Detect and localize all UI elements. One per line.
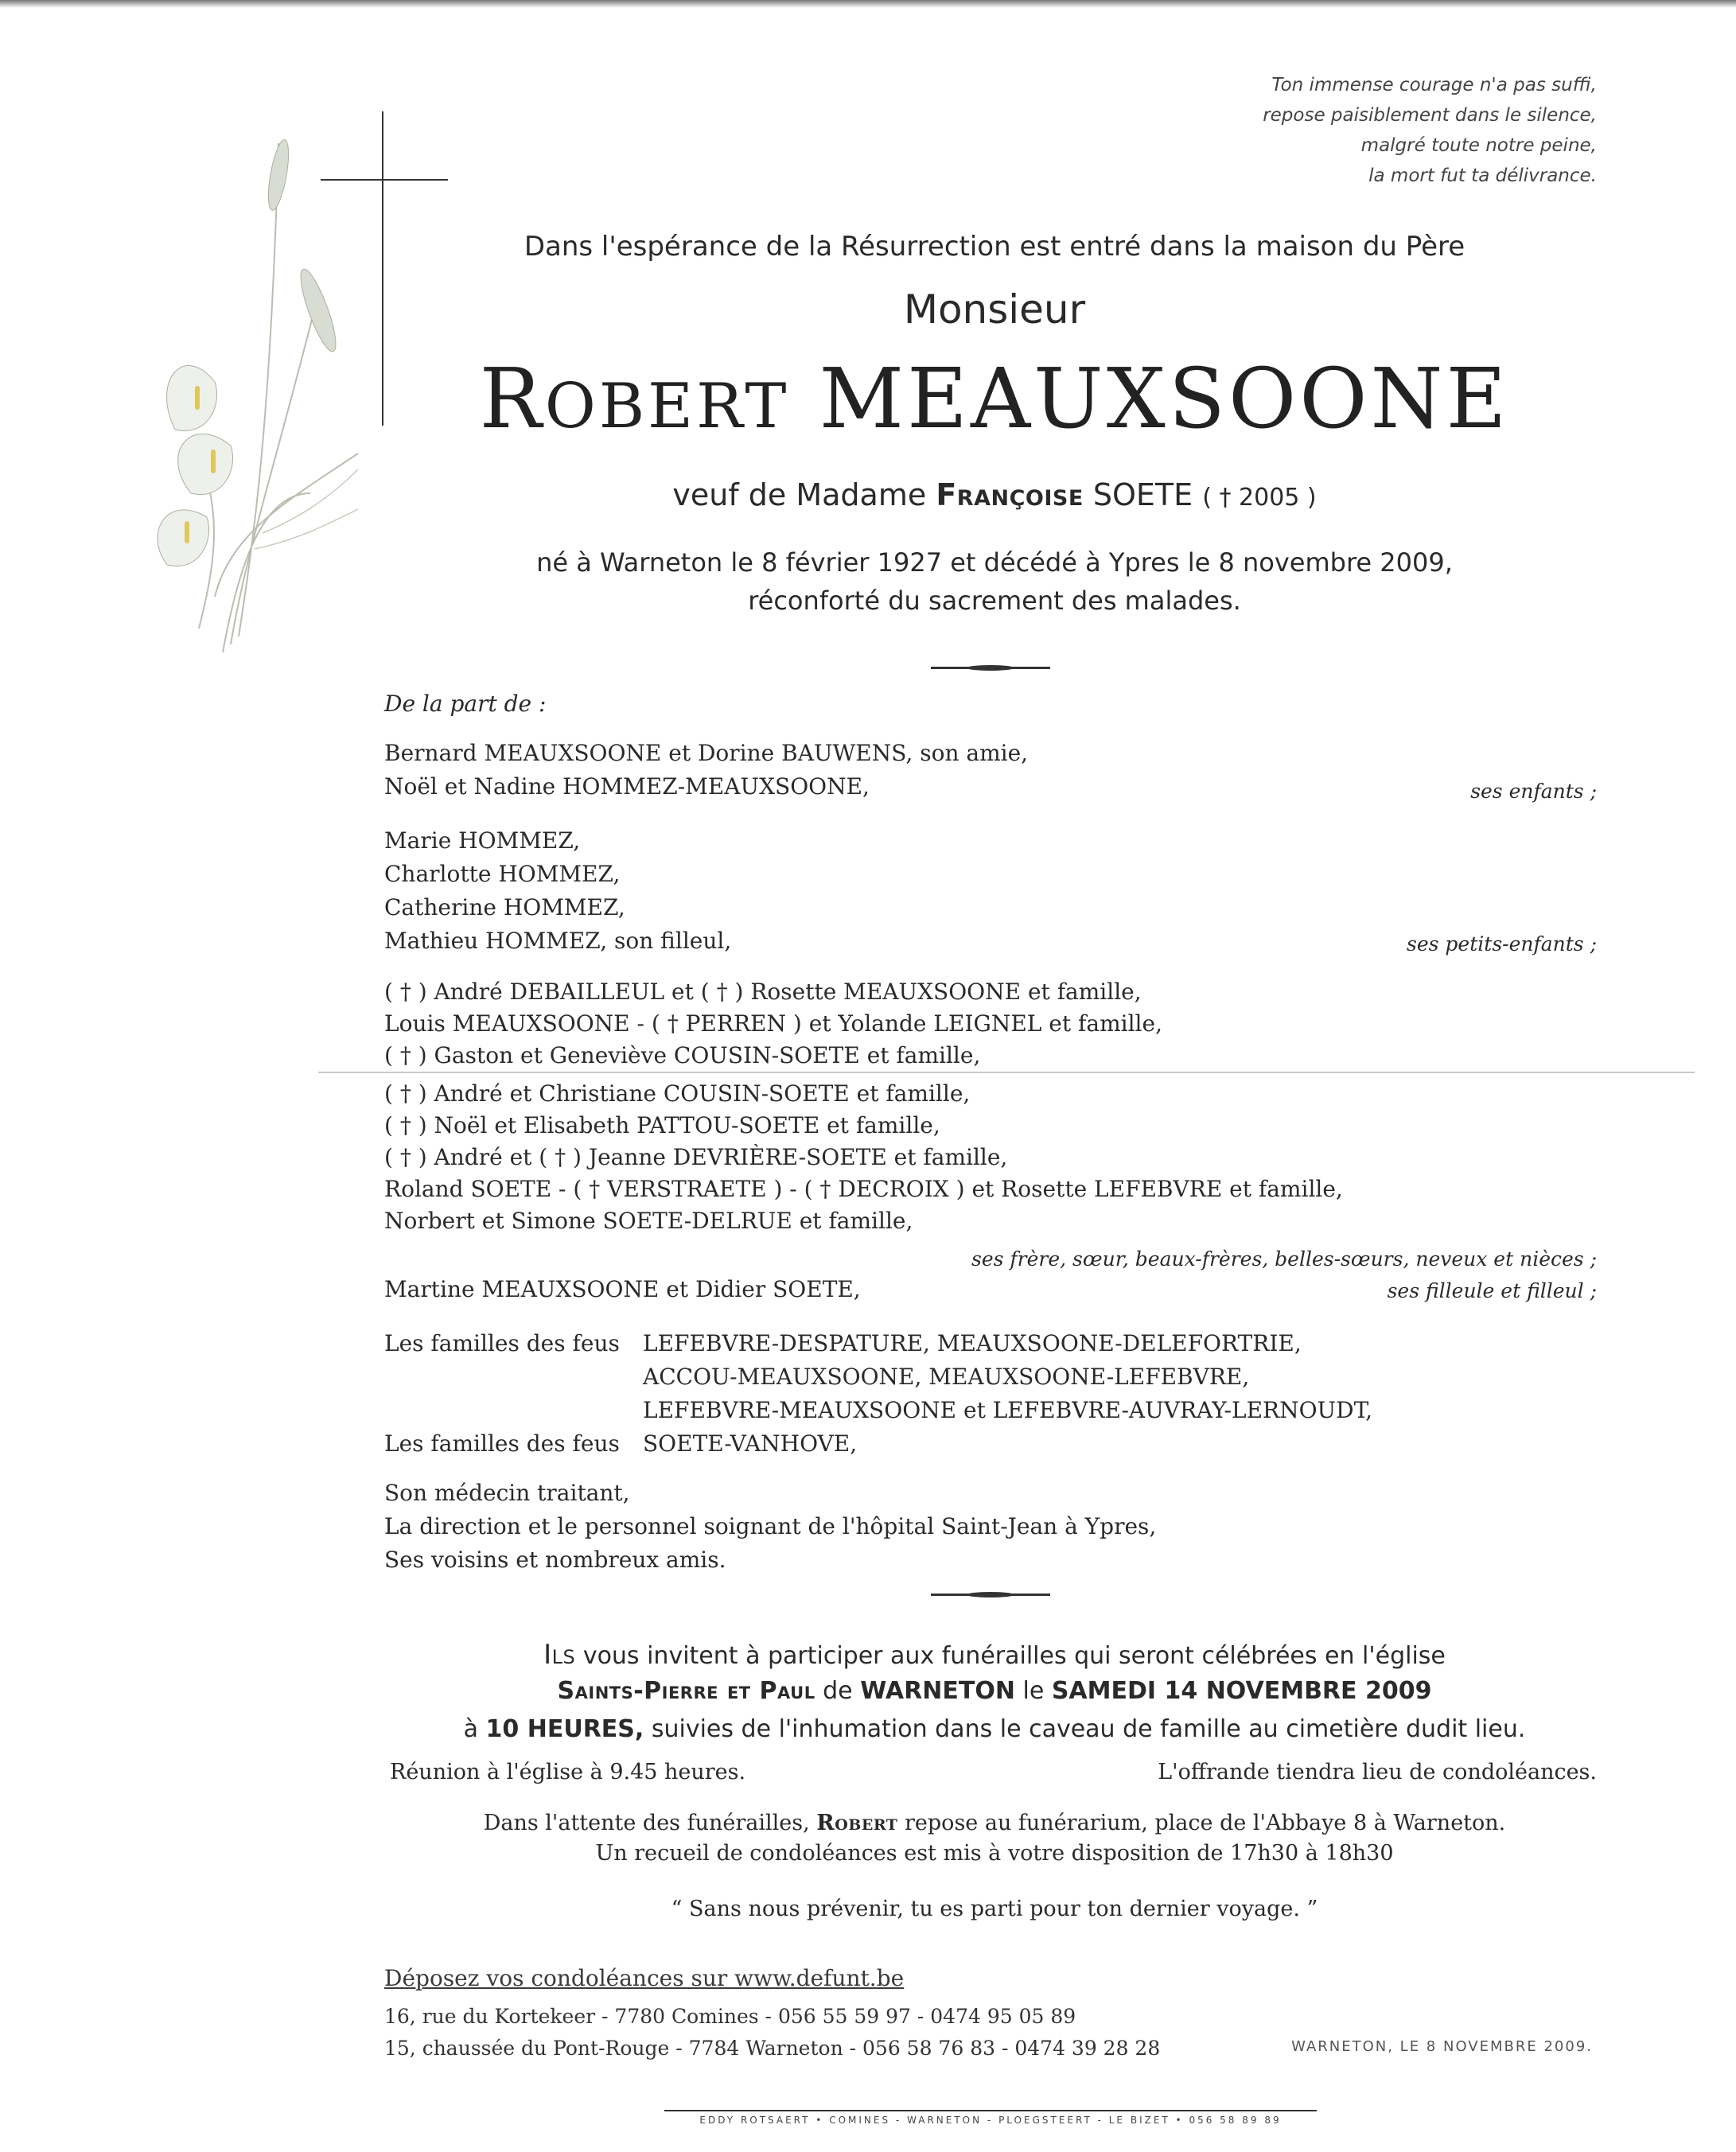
families-label: Les familles des feus	[384, 1430, 620, 1457]
poem-line: malgré toute notre peine,	[1360, 135, 1597, 156]
town: WARNETON	[860, 1677, 1015, 1705]
family-line: ( † ) André DEBAILLEUL et ( † ) Rosette MEAUXSOONE et famille,	[384, 979, 1142, 1005]
printer-footer: EDDY ROTSAERT • COMINES - WARNETON - PLOEGSTEERT - LE BIZET • 056 58 89 89	[699, 2115, 1282, 2126]
poem-line: Ton immense courage n'a pas suffi,	[1271, 75, 1597, 95]
church-le: le	[1022, 1677, 1045, 1705]
place-date: WARNETON, LE 8 NOVEMBRE 2009.	[1291, 2038, 1593, 2055]
family-line: Charlotte HOMMEZ,	[384, 861, 621, 887]
family-line: Catherine HOMMEZ,	[384, 894, 625, 920]
family-line: LEFEBVRE-DESPATURE, MEAUXSOONE-DELEFORTRIE,	[643, 1330, 1302, 1356]
separator	[931, 667, 1050, 669]
family-line: Roland SOETE - ( † VERSTRAETE ) - ( † DECROIX ) et Rosette LEFEBVRE et famille,	[384, 1176, 1343, 1202]
family-line: Louis MEAUXSOONE - ( † PERREN ) et Yolande LEIGNEL et famille,	[384, 1010, 1162, 1037]
scan-edge	[0, 0, 1736, 8]
deceased-name	[318, 350, 1671, 447]
wake-name: Robert	[816, 1811, 898, 1835]
separator	[931, 1594, 1050, 1596]
time-a: à	[463, 1715, 478, 1743]
family-line: Norbert et Simone SOETE-DELRUE et famille,	[384, 1208, 913, 1234]
church-line	[318, 1677, 1671, 1705]
church-de: de	[823, 1677, 853, 1705]
from-label: De la part de :	[384, 691, 547, 717]
family-line: ( † ) André et ( † ) Jeanne DEVRIÈRE-SOETE et famille,	[384, 1144, 1008, 1170]
last-name: MEAUXSOONE	[819, 350, 1510, 447]
family-line: LEFEBVRE-MEAUXSOONE et LEFEBVRE-AUVRAY-LERNOUDT,	[643, 1397, 1373, 1423]
footer-rule	[664, 2110, 1317, 2111]
wake-text: Dans l'attente des funérailles,	[483, 1811, 810, 1835]
invitation-text: vous invitent à participer aux funérailles qui seront célébrées en l'église	[582, 1642, 1446, 1670]
invitation-line	[318, 1639, 1671, 1671]
wake-place: repose au funérarium, place de l'Abbaye 8 à Warneton.	[905, 1811, 1506, 1835]
condolence-website-link[interactable]: Déposez vos condoléances sur www.defunt.be	[384, 1965, 905, 1991]
family-line: ( † ) André et Christiane COUSIN-SOETE et famille,	[384, 1080, 971, 1107]
spouse-last-name: SOETE	[1092, 477, 1193, 512]
birth-death-line: né à Warneton le 8 février 1927 et décédé à Ypres le 8 novembre 2009,	[536, 547, 1453, 578]
other-line: La direction et le personnel soignant de l'hôpital Saint-Jean à Ypres,	[384, 1513, 1157, 1539]
first-initial: R	[479, 350, 545, 447]
condolence-register-line: Un recueil de condoléances est mis à votre disposition de 17h30 à 18h30	[595, 1841, 1394, 1866]
fold-line	[318, 1072, 1695, 1073]
burial-text: suivies de l'inhumation dans le caveau de famille au cimetière dudit lieu.	[651, 1715, 1526, 1743]
siblings-note: ses frère, sœur, beaux-frères, belles-sœurs, neveux et nièces ;	[971, 1247, 1597, 1271]
time-line	[318, 1715, 1671, 1743]
family-line: ACCOU-MEAUXSOONE, MEAUXSOONE-LEFEBVRE,	[643, 1364, 1250, 1390]
other-line: Son médecin traitant,	[384, 1480, 630, 1506]
families-label: Les familles des feus	[384, 1330, 620, 1356]
spouse-death-year: ( † 2005 )	[1202, 484, 1317, 512]
godchildren-note: ses filleule et filleul ;	[1387, 1279, 1597, 1302]
family-line: ( † ) Noël et Elisabeth PATTOU-SOETE et famille,	[384, 1112, 940, 1138]
meeting-note: Réunion à l'église à 9.45 heures.	[390, 1760, 746, 1784]
funeral-time: 10 HEURES,	[485, 1715, 644, 1743]
family-line: SOETE-VANHOVE,	[643, 1430, 858, 1457]
other-line: Ses voisins et nombreux amis.	[384, 1547, 726, 1573]
poem-line: la mort fut ta délivrance.	[1368, 165, 1597, 186]
poem	[1119, 70, 1597, 191]
intro-text: Dans l'espérance de la Résurrection est entré dans la maison du Père	[524, 231, 1465, 263]
family-line: ( † ) Gaston et Geneviève COUSIN-SOETE et famille,	[384, 1042, 981, 1068]
widow-line	[318, 477, 1671, 512]
widow-prefix: veuf de Madame	[672, 477, 927, 512]
children-note: ses enfants ;	[1470, 780, 1597, 803]
family-line: Martine MEAUXSOONE et Didier SOETE,	[384, 1276, 861, 1302]
wake-line	[318, 1811, 1671, 1835]
address-line: 16, rue du Kortekeer - 7780 Comines - 056 55 59 97 - 0474 95 05 89	[384, 2005, 1076, 2028]
church-name: Saints-Pierre et Paul	[557, 1677, 815, 1705]
family-line: Marie HOMMEZ,	[384, 827, 581, 854]
poem-line: repose paisiblement dans le silence,	[1263, 105, 1597, 126]
invitation-lead: Ils	[543, 1639, 576, 1671]
first-name-rest: OBERT	[544, 371, 790, 442]
sacrament-line: réconforté du sacrement des malades.	[748, 586, 1241, 616]
honorific: Monsieur	[903, 286, 1086, 333]
family-line: Noël et Nadine HOMMEZ-MEAUXSOONE,	[384, 773, 870, 800]
quote: “ Sans nous prévenir, tu es parti pour ton dernier voyage. ”	[671, 1897, 1318, 1921]
spouse-first-name: Françoise	[936, 477, 1084, 512]
funeral-date: SAMEDI 14 NOVEMBRE 2009	[1051, 1677, 1432, 1705]
family-line: Mathieu HOMMEZ, son filleul,	[384, 928, 732, 954]
grandchildren-note: ses petits-enfants ;	[1407, 932, 1597, 955]
family-line: Bernard MEAUXSOONE et Dorine BAUWENS, son amie,	[384, 740, 1029, 766]
offering-note: L'offrande tiendra lieu de condoléances.	[1158, 1760, 1597, 1784]
address-line: 15, chaussée du Pont-Rouge - 7784 Warneton - 056 58 76 83 - 0474 39 28 28	[384, 2037, 1161, 2060]
